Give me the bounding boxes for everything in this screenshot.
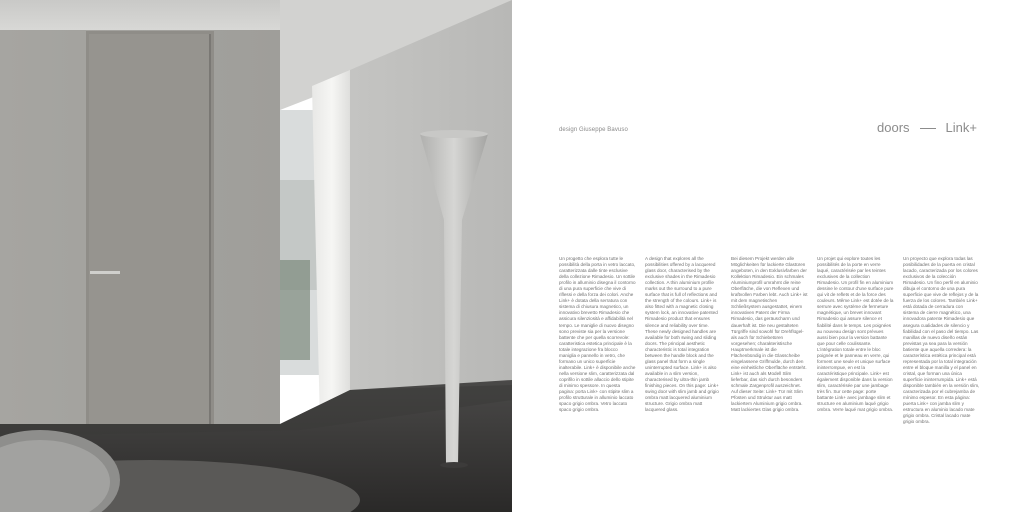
description-spanish: Un proyecto que explora todas las posibilidades de la puerta en cristal lacado, caracterizada por los colores exclusivos de la colección Rimadesio. Un fino perfil en aluminio dibuja el contorno de una pura superficie que vive de reflejos y de la fuerza de los colores. También Link+ está dotada de cerradura con sistema de cierre magnético, una innovadora patente Rimadesio que asegura cualidades de silencio y fiabilidad con el paso del tiempo. Las manillas de nuevo diseño están previstas ya sea para la versión batiente que aquella corredera: la característica estética principal está representada por la total integración entre el bloque manilla y el panel en cristal, que forman una única superficie ininterrumpida. Link+ está disponible también en la versión slim, caracterizada por el cubrejamba de mínimo espesor. En esta página: puerta Link+ con jamba slim y estructura en aluminio lacado mate grigio ombra. Cristal lacado mate grigio ombra. <box>903 256 980 425</box>
title-product: Link+ <box>945 120 977 135</box>
description-english: A design that explores all the possibilities offered by a lacquered glass door, characterised by the exclusive shades in the Rimadesio collection. A thin aluminium profile marks out the surround to a pure surface that is full of reflections and the strength of the colours. Link+ is also fitted with a magnetic closing system lock, an innovative patented Rimadesio product that ensures silence and reliability over time. These newly designed handles are available for both swing and sliding doors. The principal aesthetic characteristic is total integration between the handle block and the glass panel that form a single uninterrupted surface. Link+ is also available in a slim version, characterised by ultra-thin jamb finishing pieces. On this page: Link+ swing door with slim jamb and grigio ombra matt lacquered aluminium structure. Grigio ombra matt lacquered glass. <box>645 256 719 413</box>
description-french: Un projet qui explore toutes les possibilités de la porte en verre laqué, caractérisée par les teintes exclusives de la collection Rimadesio. Un profil fin en aluminium dessine le contour d'une surface pure qui vit de reflets et de la force des couleurs. Même Link+ est dotée de la serrure avec système de fermeture magnétique, un brevet innovant Rimadesio qui assure silence et fiabilité dans le temps. Les poignées au nouveau design sont prévues aussi bien pour la version battante que pour celle coulissante. L'intégration totale entre le bloc poignée et le panneau en verre, qui forment une seule et unique surface ininterrompue, en est la caractéristique principale. Link+ est également disponible dans la version slim, caractérisée par une jambage très fin. Sur cette page: porte battante Link+ avec jambage slim et structure en aluminium laqué grigio ombra. Verre laqué mat grigio ombra. <box>817 256 894 413</box>
text-page <box>512 0 1024 512</box>
title-divider <box>920 128 936 129</box>
description-italian: Un progetto che esplora tutte le possibilità della porta in vetro laccato, caratterizzata dalle tinte esclusive della collezione Rimadesio. Un sottile profilo in alluminio disegna il contorno di una pura superficie che vive di riflessi e della forza dei colori. Anche Link+ è dotata della serratura con sistema di chiusura magnetico, un innovativo brevetto Rimadesio che assicura silenziosità e affidabilità nel tempo. Le maniglie di nuovo disegno sono previste sia per la versione battente che per quella scorrevole: caratteristica estetica principale è la totale integrazione fra blocco maniglia e pannello in vetro, che formano un unico superficie inalterabile. Link+ è disponibile anche nella versione slim, caratterizzata dal coprifilo in sottile allaccio dello stipite di minimo spessore. In questa pagina: porta Link+ con stipite slim a profilo strutturale in alluminio laccato spaco grigio ombra. Vetro laccato spaco grigio ombra. <box>559 256 636 413</box>
page-title <box>877 120 977 135</box>
description-german: Bei diesem Projekt werden alle Möglichkeiten für lackierte Glastüren angeboten, in den Exklusivfarben der Kollektion Rimadesio. Ein schmales Aluminiumprofil umrahmt die reine Oberfläche, die von Reflexen und kraftvollen Farben lebt. Auch Link+ ist mit dem magnetischen Schließsystem ausgestattet, einem innovativen Patent der Firma Rimadesio, das geräuscharm und dauerhaft ist. Die neu gestalteten Türgriffe sind sowohl für Drehflügel- als auch für Schiebetüren vorgesehen; charakteristische Hauptmerkmale ist die Flächenbündig in die Glasscheibe eingelassene Griffmulde, durch den eine einheitliche Oberfläche entsteht. Link+ ist auch als Modell Slim lieferbar, das sich durch besonders schmale Zargenprofil auszeichnet. Auf dieser Seite: Link+ Tür mit Slim Pfosten und Struktur aus matt lackiertem Aluminium grigio ombra. Matt lackiertes Glas grigio ombra. <box>731 256 808 413</box>
description-columns <box>559 256 980 425</box>
title-category: doors <box>877 120 910 135</box>
designer-credit: design Giuseppe Bavuso <box>559 127 628 133</box>
